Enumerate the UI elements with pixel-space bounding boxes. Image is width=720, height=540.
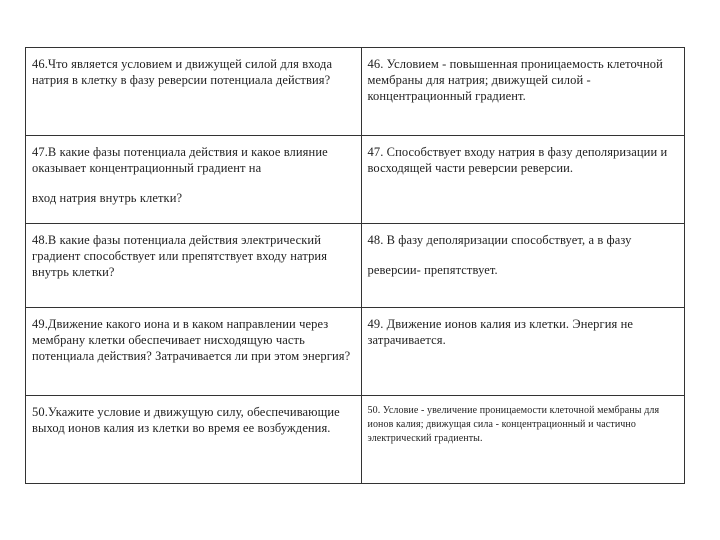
question-text: 47.В какие фазы потенциала действия и какое влияние оказывает концентрационный градиент на	[32, 145, 328, 175]
answer-cell	[361, 136, 685, 224]
question-cell	[26, 308, 362, 396]
answer-cell	[361, 308, 685, 396]
answer-cell	[361, 48, 685, 136]
question-text: 46.Что является условием и движущей силой для входа натрия в клетку в фазу реверсии потенциала действия?	[32, 57, 333, 87]
answer-text-continued: реверсии- препятствует.	[367, 263, 498, 277]
answer-text: 49. Движение ионов калия из клетки. Энергия не затрачивается.	[367, 317, 634, 347]
qa-table	[25, 47, 685, 484]
table-row	[26, 224, 685, 308]
question-text: 48.В какие фазы потенциала действия электрический градиент способствует или препятствует входу натрия внутрь клетки?	[32, 233, 328, 279]
answer-cell	[361, 396, 685, 484]
question-cell	[26, 396, 362, 484]
question-cell	[26, 48, 362, 136]
table-row	[26, 48, 685, 136]
answer-text: 47. Способствует входу натрия в фазу деполяризации и восходящей части реверсии реверсии.	[367, 145, 668, 175]
answer-cell	[361, 224, 685, 308]
question-cell	[26, 224, 362, 308]
answer-text: 46. Условием - повышенная проницаемость клеточной мембраны для натрия; движущей силой - концентрационный градиент.	[367, 57, 663, 103]
question-text-continued: вход натрия внутрь клетки?	[32, 191, 183, 205]
answer-text: 48. В фазу деполяризации способствует, а в фазу	[367, 233, 632, 247]
question-text: 50.Укажите условие и движущую силу, обеспечивающие выход ионов калия из клетки во время ее возбуждения.	[32, 405, 340, 435]
table-row	[26, 308, 685, 396]
answer-text: 50. Условие - увеличение проницаемости клеточной мембраны для ионов калия; движущая сила - концентрационный и частично электрический градиенты.	[367, 405, 660, 444]
question-cell	[26, 136, 362, 224]
question-text: 49.Движение какого иона и в каком направлении через мембрану клетки обеспечивает нисходящую часть потенциала действия? Затрачивается ли при этом энергия?	[32, 317, 351, 363]
table-row	[26, 396, 685, 484]
table-row	[26, 136, 685, 224]
